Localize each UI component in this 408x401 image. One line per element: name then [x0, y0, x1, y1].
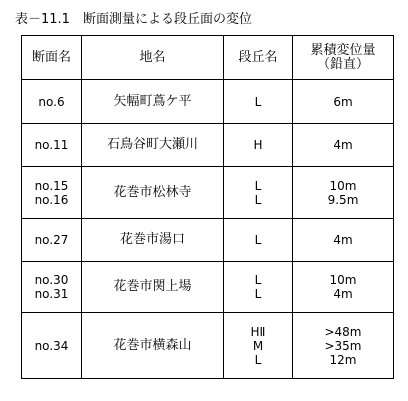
displacement-value: 4m	[333, 287, 353, 301]
section-id: no.27	[34, 233, 69, 247]
section-id: no.34	[34, 338, 69, 353]
displacement-value: >35m	[324, 338, 362, 353]
section-cell	[22, 124, 82, 167]
table-row	[22, 313, 394, 379]
terrace-name: L	[254, 352, 262, 367]
section-cell	[22, 313, 82, 379]
header-displacement-line1: 累積変位量	[310, 42, 376, 58]
terrace-cell	[224, 219, 293, 262]
displacement-cell	[293, 167, 394, 219]
terrace-cell	[224, 167, 293, 219]
place-cell: 石鳥谷町大瀬川	[82, 124, 224, 167]
section-id: no.15	[34, 178, 69, 193]
displacement-cell	[293, 219, 394, 262]
place-cell: 花巻市横森山	[82, 313, 224, 379]
displacement-cell	[293, 124, 394, 167]
table-row	[22, 262, 394, 313]
header-row	[22, 36, 394, 80]
section-cell	[22, 219, 82, 262]
place-cell: 花巻市関上場	[82, 262, 224, 313]
terrace-name: HⅡ	[250, 324, 266, 339]
displacement-value: 4m	[333, 138, 353, 152]
place-cell: 矢幅町蔦ケ平	[82, 80, 224, 124]
place-cell: 花巻市湯口	[82, 219, 224, 262]
terrace-name: L	[254, 94, 262, 109]
terrace-name: L	[254, 287, 262, 301]
place-cell: 花巻市松林寺	[82, 167, 224, 219]
section-id: no.16	[34, 192, 69, 207]
terrace-name: L	[254, 178, 262, 193]
displacement-value: >48m	[324, 324, 362, 339]
displacement-value: 12m	[329, 352, 357, 367]
header-section: 断面名	[22, 36, 82, 80]
displacement-cell	[293, 80, 394, 124]
terrace-name: M	[252, 338, 264, 353]
terrace-cell	[224, 313, 293, 379]
header-displacement	[293, 36, 394, 80]
section-id: no.30	[34, 273, 69, 287]
section-cell	[22, 80, 82, 124]
displacement-cell	[293, 313, 394, 379]
displacement-value: 4m	[333, 233, 353, 247]
section-id: no.11	[34, 138, 69, 152]
terrace-name: L	[254, 192, 262, 207]
section-cell	[22, 262, 82, 313]
section-cell	[22, 167, 82, 219]
terrace-name: L	[254, 233, 262, 247]
terrace-name: L	[254, 273, 262, 287]
displacement-cell	[293, 262, 394, 313]
table-row	[22, 80, 394, 124]
displacement-value: 6m	[333, 94, 353, 109]
displacement-value: 10m	[329, 178, 357, 193]
section-id: no.6	[38, 94, 65, 109]
table-caption: 表－11.1 断面測量による段丘面の変位	[15, 12, 252, 27]
section-id: no.31	[34, 287, 69, 301]
header-terrace: 段丘名	[224, 36, 293, 80]
terrace-cell	[224, 262, 293, 313]
terrace-cell	[224, 124, 293, 167]
terrace-name: H	[253, 138, 263, 152]
table-row	[22, 219, 394, 262]
table-row	[22, 167, 394, 219]
table-row	[22, 124, 394, 167]
displacement-value: 10m	[329, 273, 357, 287]
header-displacement-line2: （鉛直）	[316, 56, 369, 72]
displacement-value: 9.5m	[327, 192, 359, 207]
terrace-cell	[224, 80, 293, 124]
displacement-table	[21, 35, 394, 379]
header-place: 地名	[82, 36, 224, 80]
